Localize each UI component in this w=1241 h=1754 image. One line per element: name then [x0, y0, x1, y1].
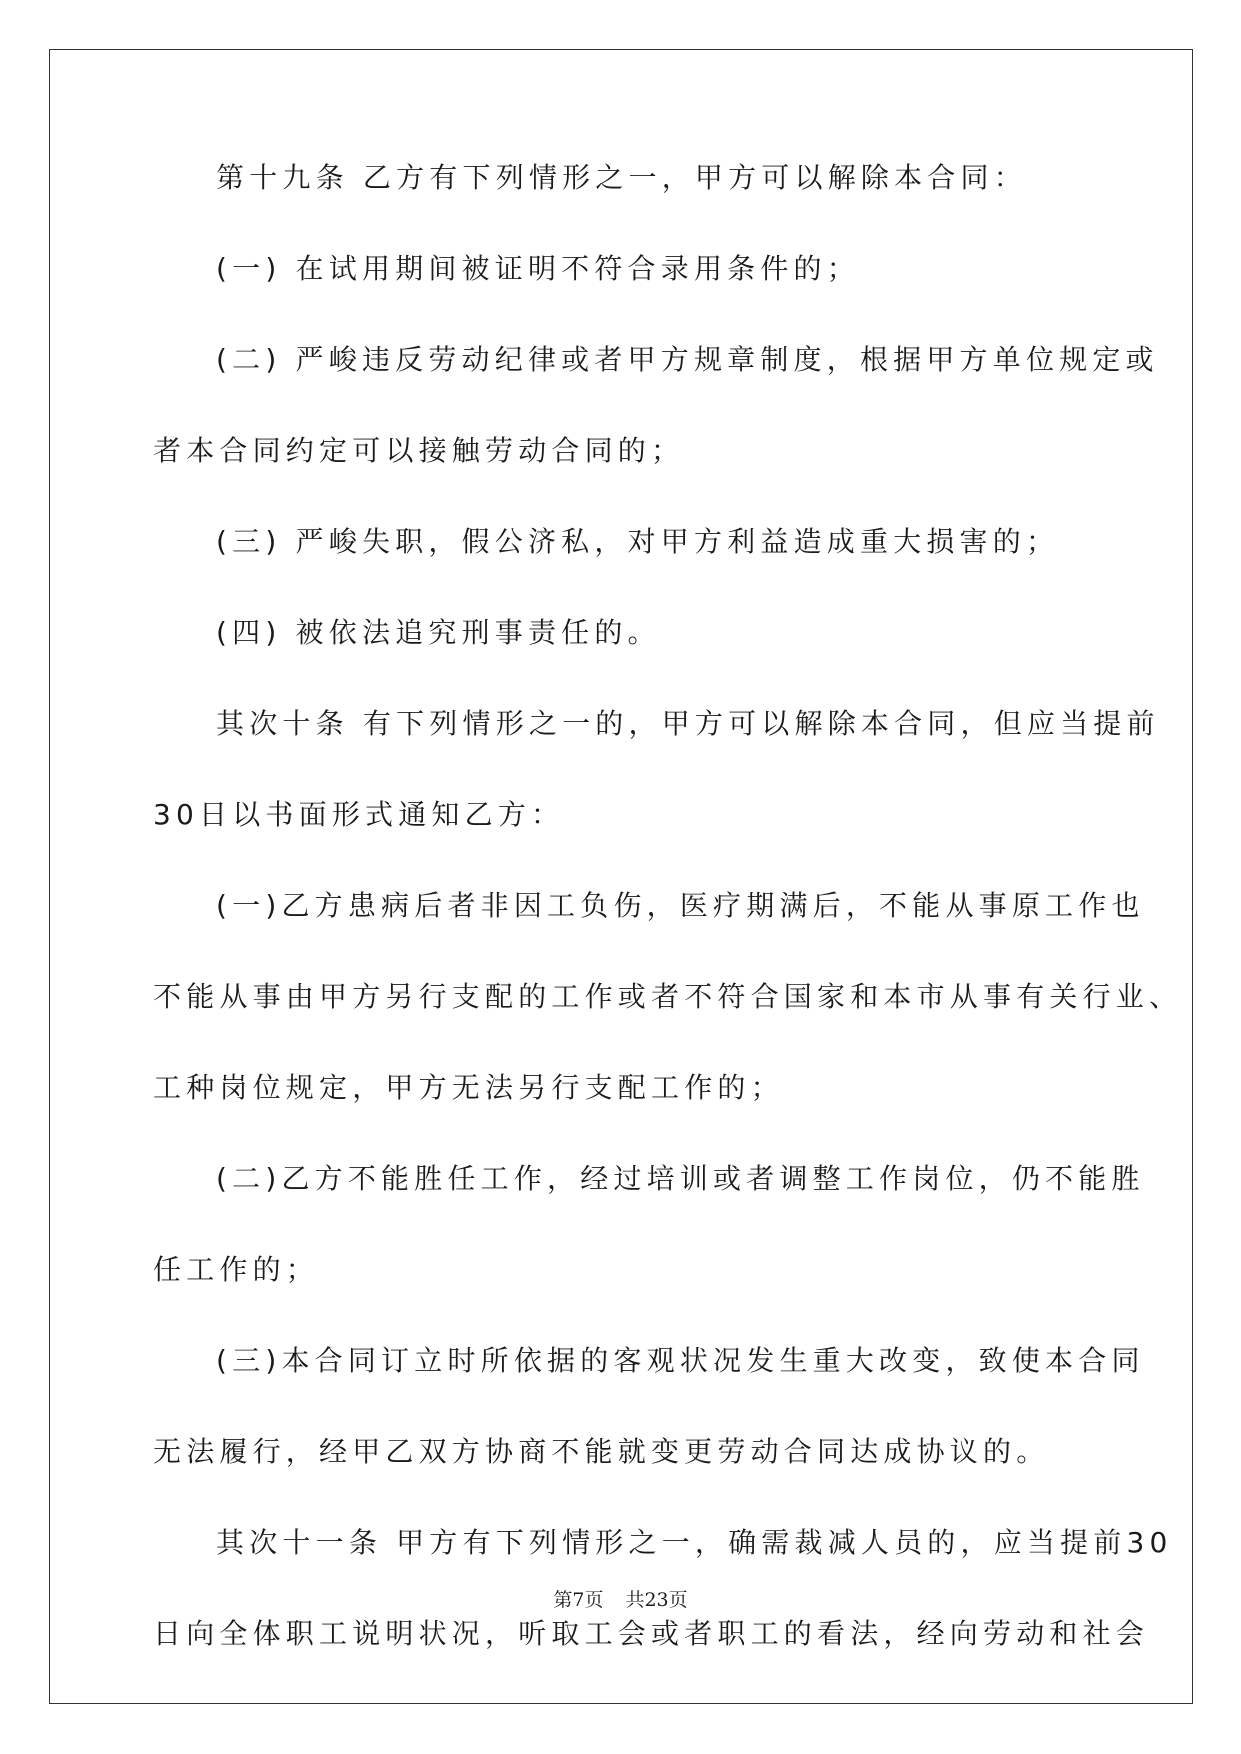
paragraph-line: (二)乙方不能胜任工作，经过培训或者调整工作岗位，仍不能胜: [216, 1162, 1145, 1195]
paragraph-line: (一) 在试用期间被证明不符合录用条件的；: [216, 252, 860, 285]
paragraph-line: 工种岗位规定，甲方无法另行支配工作的；: [153, 1071, 784, 1104]
current-page-number: 第7页: [553, 1589, 604, 1611]
paragraph-line: 无法履行，经甲乙双方协商不能就变更劳动合同达成协议的。: [153, 1435, 1050, 1468]
page-footer: [0, 1588, 1241, 1612]
paragraph-line: 其次十一条 甲方有下列情形之一，确需裁减人员的，应当提前30: [216, 1526, 1173, 1559]
paragraph-line: 日向全体职工说明状况，听取工会或者职工的看法，经向劳动和社会: [153, 1617, 1150, 1650]
paragraph-line: (二) 严峻违反劳动纪律或者甲方规章制度，根据甲方单位规定或: [216, 343, 1159, 376]
paragraph-line: 其次十条 有下列情形之一的，甲方可以解除本合同，但应当提前: [216, 707, 1160, 740]
paragraph-line: 第十九条 乙方有下列情形之一，甲方可以解除本合同：: [216, 161, 1027, 194]
paragraph-line: (三)本合同订立时所依据的客观状况发生重大改变，致使本合同: [216, 1344, 1145, 1377]
paragraph-line: 30日以书面形式通知乙方：: [153, 798, 565, 831]
paragraph-line: 者本合同约定可以接触劳动合同的；: [153, 434, 685, 467]
paragraph-line: (三) 严峻失职，假公济私，对甲方利益造成重大损害的；: [216, 525, 1060, 558]
paragraph-line: 不能从事由甲方另行支配的工作或者不符合国家和本市从事有关行业、: [153, 980, 1183, 1013]
paragraph-line: 任工作的；: [153, 1253, 320, 1286]
total-pages: 共23页: [625, 1589, 688, 1611]
paragraph-line: (一)乙方患病后者非因工负伤，医疗期满后，不能从事原工作也: [216, 889, 1145, 922]
paragraph-line: (四) 被依法追究刑事责任的。: [216, 616, 661, 649]
